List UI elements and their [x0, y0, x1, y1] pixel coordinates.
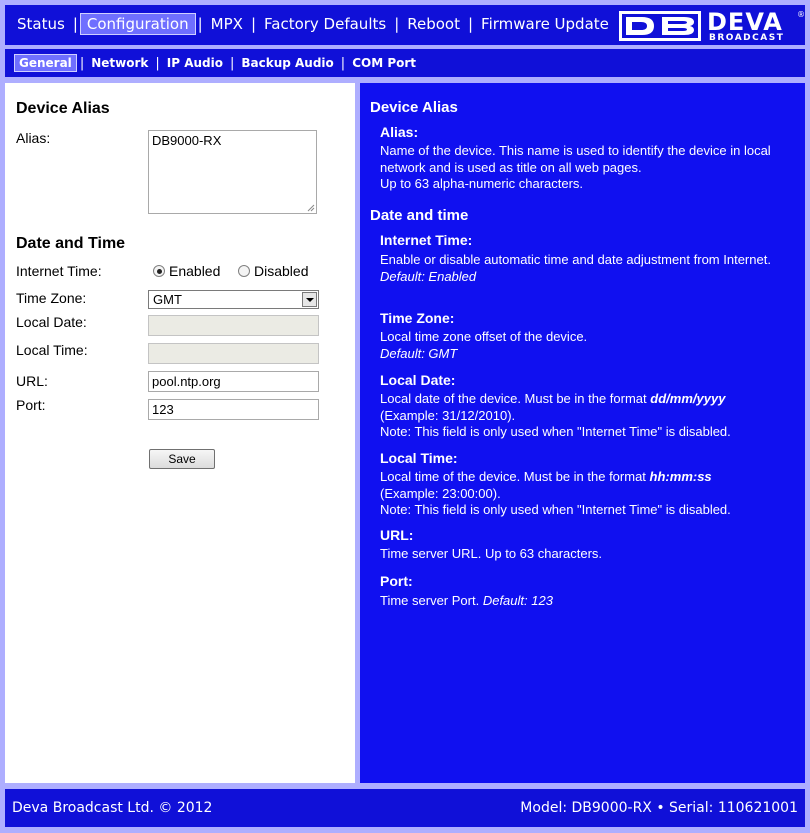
help-local-date-title: Local Date: [380, 372, 456, 388]
nav-separator: | [197, 15, 203, 33]
alias-field[interactable] [148, 130, 317, 214]
footer [5, 789, 805, 827]
help-url-title: URL: [380, 527, 414, 543]
help-time-zone-title: Time Zone: [380, 310, 455, 326]
time-zone-value: GMT [153, 292, 182, 307]
settings-form-panel [5, 83, 355, 783]
tab-com-port[interactable]: COM Port [352, 56, 417, 70]
port-label: Port: [16, 397, 46, 413]
help-alias-limit: Up to 63 alpha-numeric characters. [380, 176, 584, 191]
port-field[interactable] [148, 399, 319, 420]
internet-time-disabled-radio[interactable] [238, 263, 308, 279]
radio-checked-icon[interactable] [153, 265, 165, 277]
help-local-time-title: Local Time: [380, 450, 458, 466]
device-alias-heading: Device Alias [16, 100, 110, 117]
deva-logo [619, 8, 805, 43]
help-time-zone-text [380, 329, 790, 362]
tab-general[interactable]: General [14, 54, 77, 72]
nav-separator: | [394, 15, 400, 33]
tab-network[interactable]: Network [91, 56, 149, 70]
help-internet-time-default: Default: Enabled [380, 268, 477, 284]
help-alias-title: Alias: [380, 124, 419, 140]
local-date-label: Local Date: [16, 314, 87, 330]
help-date-time-heading: Date and time [370, 207, 469, 224]
help-local-date-text [380, 391, 790, 441]
nav-reboot[interactable]: Reboot [407, 15, 460, 33]
help-local-time-format: hh:mm:ss [649, 469, 712, 484]
local-time-label: Local Time: [16, 342, 88, 358]
help-time-zone-description: Local time zone offset of the device. [380, 329, 588, 344]
help-device-alias-heading: Device Alias [370, 99, 458, 116]
help-local-time-note: Note: This field is only used when "Internet Time" is disabled. [380, 502, 731, 517]
nav-separator: | [250, 15, 256, 33]
logo-registered: ® [797, 10, 805, 19]
help-port-description: Time server Port. [380, 593, 480, 608]
local-time-field [148, 343, 319, 364]
help-port-text [380, 593, 790, 610]
disabled-label: Disabled [254, 263, 309, 279]
tab-separator: | [155, 55, 160, 71]
help-internet-time-description: Enable or disable automatic time and date adjustment from Internet. [380, 252, 771, 267]
url-field[interactable] [148, 371, 319, 392]
top-navigation [5, 5, 805, 45]
resize-grip-icon[interactable] [305, 202, 315, 212]
nav-status[interactable]: Status [17, 15, 65, 33]
help-time-zone-default: Default: GMT [380, 345, 458, 361]
help-internet-time-text [380, 252, 790, 285]
internet-time-label: Internet Time: [16, 263, 102, 279]
help-local-time-example: (Example: 23:00:00). [380, 485, 501, 501]
url-label: URL: [16, 373, 48, 389]
help-alias-text [380, 143, 790, 193]
tab-separator: | [340, 55, 346, 71]
tab-separator: | [79, 55, 85, 71]
internet-time-enabled-radio[interactable] [153, 263, 220, 279]
help-local-time-description: Local time of the device. Must be in the format [380, 469, 646, 484]
help-local-date-example: (Example: 31/12/2010). [380, 407, 516, 423]
alias-label: Alias: [16, 130, 51, 146]
nav-separator: | [467, 15, 474, 33]
logo-subtitle: BROADCAST [709, 33, 785, 43]
nav-configuration[interactable]: Configuration [80, 13, 196, 35]
help-internet-time-title: Internet Time: [380, 232, 473, 248]
footer-copyright: Deva Broadcast Ltd. © 2012 [12, 800, 213, 816]
save-button[interactable]: Save [149, 449, 215, 469]
help-url-text: Time server URL. Up to 63 characters. [380, 546, 603, 561]
tab-backup-audio[interactable]: Backup Audio [241, 56, 334, 70]
nav-factory-defaults[interactable]: Factory Defaults [264, 15, 387, 33]
logo-brand: DEVA [707, 8, 783, 36]
help-local-date-format: dd/mm/yyyy [650, 391, 726, 406]
help-local-date-note: Note: This field is only used when "Internet Time" is disabled. [380, 424, 731, 439]
help-port-title: Port: [380, 573, 413, 589]
radio-unchecked-icon[interactable] [238, 265, 250, 277]
chevron-down-icon[interactable] [302, 292, 317, 307]
help-local-date-description: Local date of the device. Must be in the format [380, 391, 647, 406]
nav-separator: | [72, 15, 78, 33]
footer-model-serial: Model: DB9000-RX • Serial: 110621001 [520, 800, 798, 816]
nav-mpx[interactable]: MPX [210, 15, 243, 33]
db-logo-icon [619, 11, 701, 41]
nav-firmware-update[interactable]: Firmware Update [481, 15, 609, 33]
time-zone-label: Time Zone: [16, 290, 87, 306]
tab-ip-audio[interactable]: IP Audio [166, 56, 223, 70]
sub-navigation [5, 49, 805, 77]
help-panel [360, 83, 805, 783]
time-zone-select[interactable] [148, 290, 319, 309]
local-date-field [148, 315, 319, 336]
help-local-time-text [380, 469, 790, 519]
enabled-label: Enabled [169, 263, 221, 279]
tab-separator: | [229, 55, 235, 71]
help-alias-description: Name of the device. This name is used to identify the device in local network and is used as title on all web pages. [380, 143, 771, 175]
help-port-default: Default: 123 [482, 593, 553, 608]
date-time-heading: Date and Time [16, 235, 126, 252]
